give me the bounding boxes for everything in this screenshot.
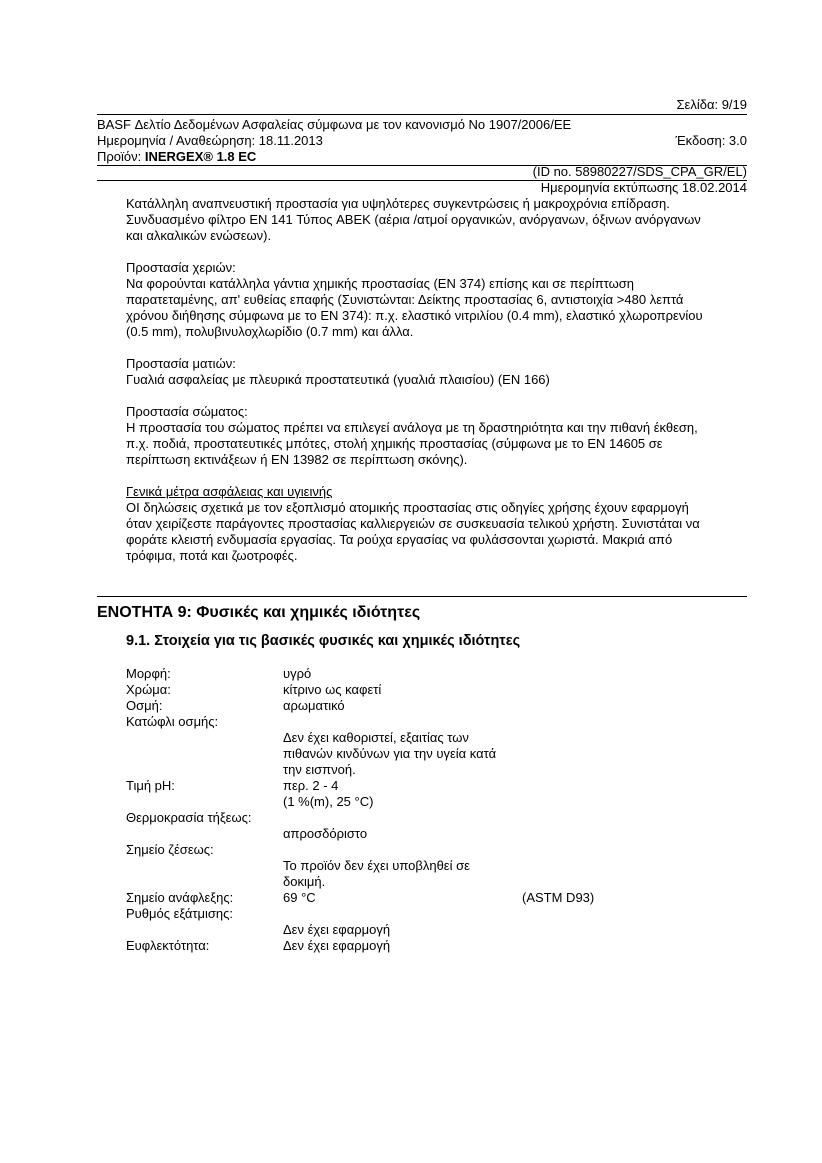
product-line	[97, 149, 256, 164]
prop-value: αρωματικό	[283, 698, 345, 713]
hand-protection-title: Προστασία χεριών:	[126, 260, 236, 275]
document-id: (ID no. 58980227/SDS_CPA_GR/EL)	[532, 164, 747, 179]
general-line-3: φοράτε κλειστή ενδυμασία εργασίας. Τα ρούχα εργασίας να φυλάσσονται χωριστά. Μακριά από	[126, 532, 673, 547]
prop-value: απροσδόριστο	[283, 826, 368, 841]
prop-value: Δεν έχει καθοριστεί, εξαιτίας των	[283, 730, 469, 745]
revision-date: Ημερομηνία / Αναθεώρηση: 18.11.2013	[97, 133, 323, 148]
prop-value: πιθανών κινδύνων για την υγεία κατά	[283, 746, 497, 761]
prop-label: Ρυθμός εξάτμισης:	[126, 906, 234, 921]
header-top-rule	[97, 114, 747, 115]
prop-label: Θερμοκρασία τήξεως:	[126, 810, 252, 825]
general-line-2: όταν χειρίζεστε παράγοντες προστασίας καλλιεργειών σε συσκευασία τελικού χρήστη. Συνιστάται να	[126, 516, 700, 531]
document-title: BASF Δελτίο Δεδομένων Ασφαλείας σύμφωνα με τον κανονισμό Νο 1907/2006/ΕΕ	[97, 117, 572, 132]
hand-line-2: παρατεταμένης, απ' ευθείας επαφής (Συνιστώνται: Δείκτης προστασίας 6, αντιστοιχία >480 λεπτά	[126, 292, 684, 307]
product-label: Προϊόν:	[97, 149, 145, 164]
hand-line-4: (0.5 mm), πολυβινυλοχλωρίδιο (0.7 mm) και άλλα.	[126, 324, 414, 339]
prop-value: περ. 2 - 4	[283, 778, 339, 793]
prop-label: Σημείο ζέσεως:	[126, 842, 214, 857]
prop-label: Κατώφλι οσμής:	[126, 714, 219, 729]
prop-value: Το προϊόν δεν έχει υποβληθεί σε	[283, 858, 470, 873]
body-line-1: Η προστασία του σώματος πρέπει να επιλεγεί ανάλογα με τη δραστηριότητα και την πιθανή έκθεση,	[126, 420, 698, 435]
prop-label: Τιμή pH:	[126, 778, 175, 793]
prop-value: Δεν έχει εφαρμογή	[283, 938, 391, 953]
page-number: Σελίδα: 9/19	[676, 97, 747, 112]
prop-value: 69 °C	[283, 890, 316, 905]
prop-note: (ASTM D93)	[522, 890, 595, 905]
prop-label: Οσμή:	[126, 698, 163, 713]
version: Έκδοση: 3.0	[675, 133, 747, 148]
product-name: INERGEX® 1.8 EC	[144, 149, 257, 164]
prop-label: Σημείο ανάφλεξης:	[126, 890, 234, 905]
prop-label: Χρώμα:	[126, 682, 171, 697]
prop-value: Δεν έχει εφαρμογή	[283, 922, 391, 937]
section-rule	[97, 596, 747, 597]
resp-line-1: Κατάλληλη αναπνευστική προστασία για υψηλότερες συγκεντρώσεις ή μακροχρόνια επίδραση.	[126, 196, 670, 211]
prop-label: Μορφή:	[126, 666, 171, 681]
general-line-4: τρόφιμα, ποτά και ζωοτροφές.	[126, 548, 298, 563]
prop-value: υγρό	[283, 666, 312, 681]
body-line-2: π.χ. ποδιά, προστατευτικές μπότες, στολή χημικής προστασίας (σύμφωνα με το EN 14605 σε	[126, 436, 663, 451]
prop-value: (1 %(m), 25 °C)	[283, 794, 374, 809]
eye-protection-title: Προστασία ματιών:	[126, 356, 236, 371]
general-line-1: ΟΙ δηλώσεις σχετικά με τον εξοπλισμό ατομικής προστασίας στις οδηγίες χρήσης έχουν εφαρμογή	[126, 500, 689, 515]
prop-value: δοκιμή.	[283, 874, 326, 889]
hand-line-1: Να φορούνται κατάλληλα γάντια χημικής προστασίας (EN 374) επίσης και σε περίπτωση	[126, 276, 635, 291]
prop-label: Ευφλεκτότητα:	[126, 938, 210, 953]
resp-line-2: Συνδυασμένο φίλτρο EN 141 Τύπος ABEK (αέρια /ατμοί οργανικών, ανόργανων, όξινων ανόργανων	[126, 212, 701, 227]
prop-value: την εισπνοή.	[283, 762, 356, 777]
prop-value: κίτρινο ως καφετί	[283, 682, 382, 697]
eye-line-1: Γυαλιά ασφαλείας με πλευρικά προστατευτικά (γυαλιά πλαισίου) (EN 166)	[126, 372, 550, 387]
general-measures-title: Γενικά μέτρα ασφάλειας και υγιεινής	[126, 484, 333, 499]
section-9-1-title: 9.1. Στοιχεία για τις βασικές φυσικές και χημικές ιδιότητες	[126, 633, 521, 649]
hand-line-3: χρόνου διήθησης σύμφωνα με το EN 374): π.χ. ελαστικό νιτριλίου (0.4 mm), ελαστικό χλωροπρενίου	[126, 308, 703, 323]
resp-line-3: και αλκαλικών ενώσεων).	[126, 228, 272, 243]
body-protection-title: Προστασία σώματος:	[126, 404, 248, 419]
print-date: Ημερομηνία εκτύπωσης 18.02.2014	[540, 180, 747, 195]
body-line-3: περίπτωση εκτινάξεων ή EN 13982 σε περίπτωση σκόνης).	[126, 452, 468, 467]
section-9-title: ΕΝΟΤΗΤΑ 9: Φυσικές και χημικές ιδιότητες	[97, 604, 421, 621]
